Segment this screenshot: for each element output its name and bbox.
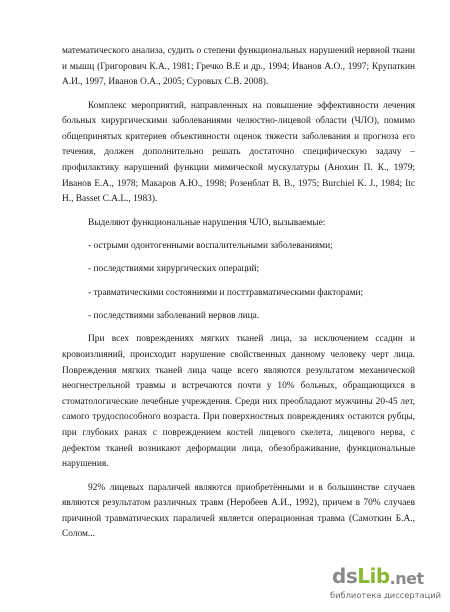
paragraph-paralysis: 92% лицевых параличей являются приобретёнными и в большинстве случаев являются результатом различных травм (Неробеев А.И., 1992), причем в 70% случаев причиной травматических параличей является операционная травма (Самоткин Б.А., Солом... bbox=[62, 482, 415, 540]
logo-ds-text: ds bbox=[332, 564, 358, 588]
watermark-subtitle: библиотека диссертаций bbox=[330, 590, 442, 600]
list-item: - последствиями хирургических операций; bbox=[88, 264, 260, 275]
dslib-watermark bbox=[330, 562, 442, 604]
paragraph-citations: математического анализа, судить о степени функциональных нарушений нервной ткани и мышц (Григорович К.А., 1981; Гречко В.Е и др., 1994; Иванов А.О., 1997; Крупаткин А.И., 1997, Иванов О.А., 2005; Суровых С.В. 2008). bbox=[62, 46, 415, 88]
dslib-logo bbox=[332, 562, 424, 588]
list-item: - травматическими состояниями и посттравматическими факторами; bbox=[88, 287, 364, 298]
paragraph-list-intro: Выделяют функциональные нарушения ЧЛО, вызываемые: bbox=[88, 217, 326, 228]
paragraph-soft-tissue: При всех повреждениях мягких тканей лица, за исключением ссадин и кровоизлияний, происходит нарушение свойственных данному человеку черт лица. Повреждения мягких тканей лица чаще всего являются результатом механической неогнестрельной травмы и встречаются почти у 10% больных, обращающихся в стоматологические лечебные учреждения. Среди них преобладают мужчины 20-45 лет, самого трудоспособного возраста. При поверхностных повреждениях остаются рубцы, при глубоких ранах с повреждением костей лицевого скелета, лицевого нерва, с дефектом тканей возникают деформации лица, обезображивание, функциональные нарушения. bbox=[62, 334, 415, 470]
paragraph-measures: Комплекс мероприятий, направленных на повышение эффективности лечения больных хирургическими заболеваниями челюстно-лицевой области (ЧЛО), помимо общепринятых критериев объективности оценок тяжести заболевания и прогноза его течения, должен дополнительно решать достаточно специфическую задачу – профилактику нарушений функции мимической мускулатуры (Анохин П. К., 1979; Иванов Е.А., 1978; Макаров А.Ю., 1998; Розенблат В. В., 1975; Burchiel K. J., 1984; Itc H., Basset C.A.L., 1983). bbox=[62, 100, 415, 205]
logo-net-text: .net bbox=[389, 569, 424, 588]
list-item: - острыми одонтогенными воспалительными заболеваниями; bbox=[88, 240, 333, 251]
list-item: - последствиями заболеваний нервов лица. bbox=[88, 311, 260, 322]
logo-lib-text: Lib bbox=[357, 564, 390, 588]
body-text bbox=[62, 44, 415, 543]
